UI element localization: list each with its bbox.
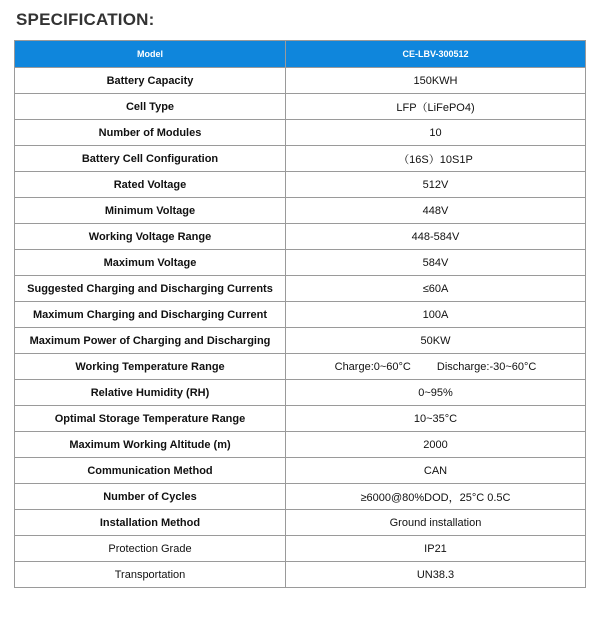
row-label: Number of Modules bbox=[15, 120, 286, 146]
row-label: Suggested Charging and Discharging Currents bbox=[15, 276, 286, 302]
row-value: 584V bbox=[286, 250, 586, 276]
row-value: IP21 bbox=[286, 536, 586, 562]
row-label: Communication Method bbox=[15, 458, 286, 484]
row-value: ≥6000@80%DOD，25°C 0.5C bbox=[286, 484, 586, 510]
row-value: 448V bbox=[286, 198, 586, 224]
row-value: （16S）10S1P bbox=[286, 146, 586, 172]
row-label: Installation Method bbox=[15, 510, 286, 536]
table-row bbox=[15, 68, 586, 94]
row-value: CAN bbox=[286, 458, 586, 484]
table-row bbox=[15, 172, 586, 198]
table-row bbox=[15, 406, 586, 432]
row-value: 10 bbox=[286, 120, 586, 146]
table-row bbox=[15, 510, 586, 536]
row-label: Relative Humidity (RH) bbox=[15, 380, 286, 406]
table-row bbox=[15, 458, 586, 484]
row-value: 2000 bbox=[286, 432, 586, 458]
row-label: Minimum Voltage bbox=[15, 198, 286, 224]
page-title: SPECIFICATION: bbox=[16, 10, 155, 29]
table-row bbox=[15, 250, 586, 276]
table-header-row bbox=[15, 41, 586, 68]
table-row bbox=[15, 484, 586, 510]
table-row bbox=[15, 354, 586, 380]
temperature-values bbox=[335, 361, 537, 373]
row-label: Cell Type bbox=[15, 94, 286, 120]
table-row bbox=[15, 328, 586, 354]
row-value: 448-584V bbox=[286, 224, 586, 250]
table-row bbox=[15, 302, 586, 328]
row-label: Optimal Storage Temperature Range bbox=[15, 406, 286, 432]
specification-table bbox=[14, 40, 586, 588]
header-model-value: CE-LBV-300512 bbox=[286, 41, 586, 68]
row-value bbox=[286, 354, 586, 380]
table-row bbox=[15, 146, 586, 172]
table-row bbox=[15, 536, 586, 562]
row-value: 10~35°C bbox=[286, 406, 586, 432]
table-row bbox=[15, 198, 586, 224]
row-label: Number of Cycles bbox=[15, 484, 286, 510]
row-value: UN38.3 bbox=[286, 562, 586, 588]
row-label: Protection Grade bbox=[15, 536, 286, 562]
row-label: Maximum Working Altitude (m) bbox=[15, 432, 286, 458]
table-row bbox=[15, 94, 586, 120]
discharge-temperature: Discharge:-30~60°C bbox=[436, 360, 537, 373]
row-label: Battery Cell Configuration bbox=[15, 146, 286, 172]
table-row bbox=[15, 380, 586, 406]
row-label: Maximum Power of Charging and Discharging bbox=[15, 328, 286, 354]
table-row bbox=[15, 120, 586, 146]
header-label: Model bbox=[15, 41, 286, 68]
table-row bbox=[15, 276, 586, 302]
row-value: 150KWH bbox=[286, 68, 586, 94]
row-value: 50KW bbox=[286, 328, 586, 354]
row-value: 100A bbox=[286, 302, 586, 328]
row-label: Maximum Voltage bbox=[15, 250, 286, 276]
row-label: Working Temperature Range bbox=[15, 354, 286, 380]
row-label: Rated Voltage bbox=[15, 172, 286, 198]
row-value: 512V bbox=[286, 172, 586, 198]
row-label: Maximum Charging and Discharging Current bbox=[15, 302, 286, 328]
row-value: 0~95% bbox=[286, 380, 586, 406]
row-label: Transportation bbox=[15, 562, 286, 588]
table-row bbox=[15, 224, 586, 250]
row-value: Ground installation bbox=[286, 510, 586, 536]
charge-temperature: Charge:0~60°C bbox=[334, 360, 411, 373]
row-value: LFP（LiFePO4) bbox=[286, 94, 586, 120]
table-row bbox=[15, 432, 586, 458]
row-label: Working Voltage Range bbox=[15, 224, 286, 250]
row-label: Battery Capacity bbox=[15, 68, 286, 94]
row-value: ≤60A bbox=[286, 276, 586, 302]
table-row bbox=[15, 562, 586, 588]
